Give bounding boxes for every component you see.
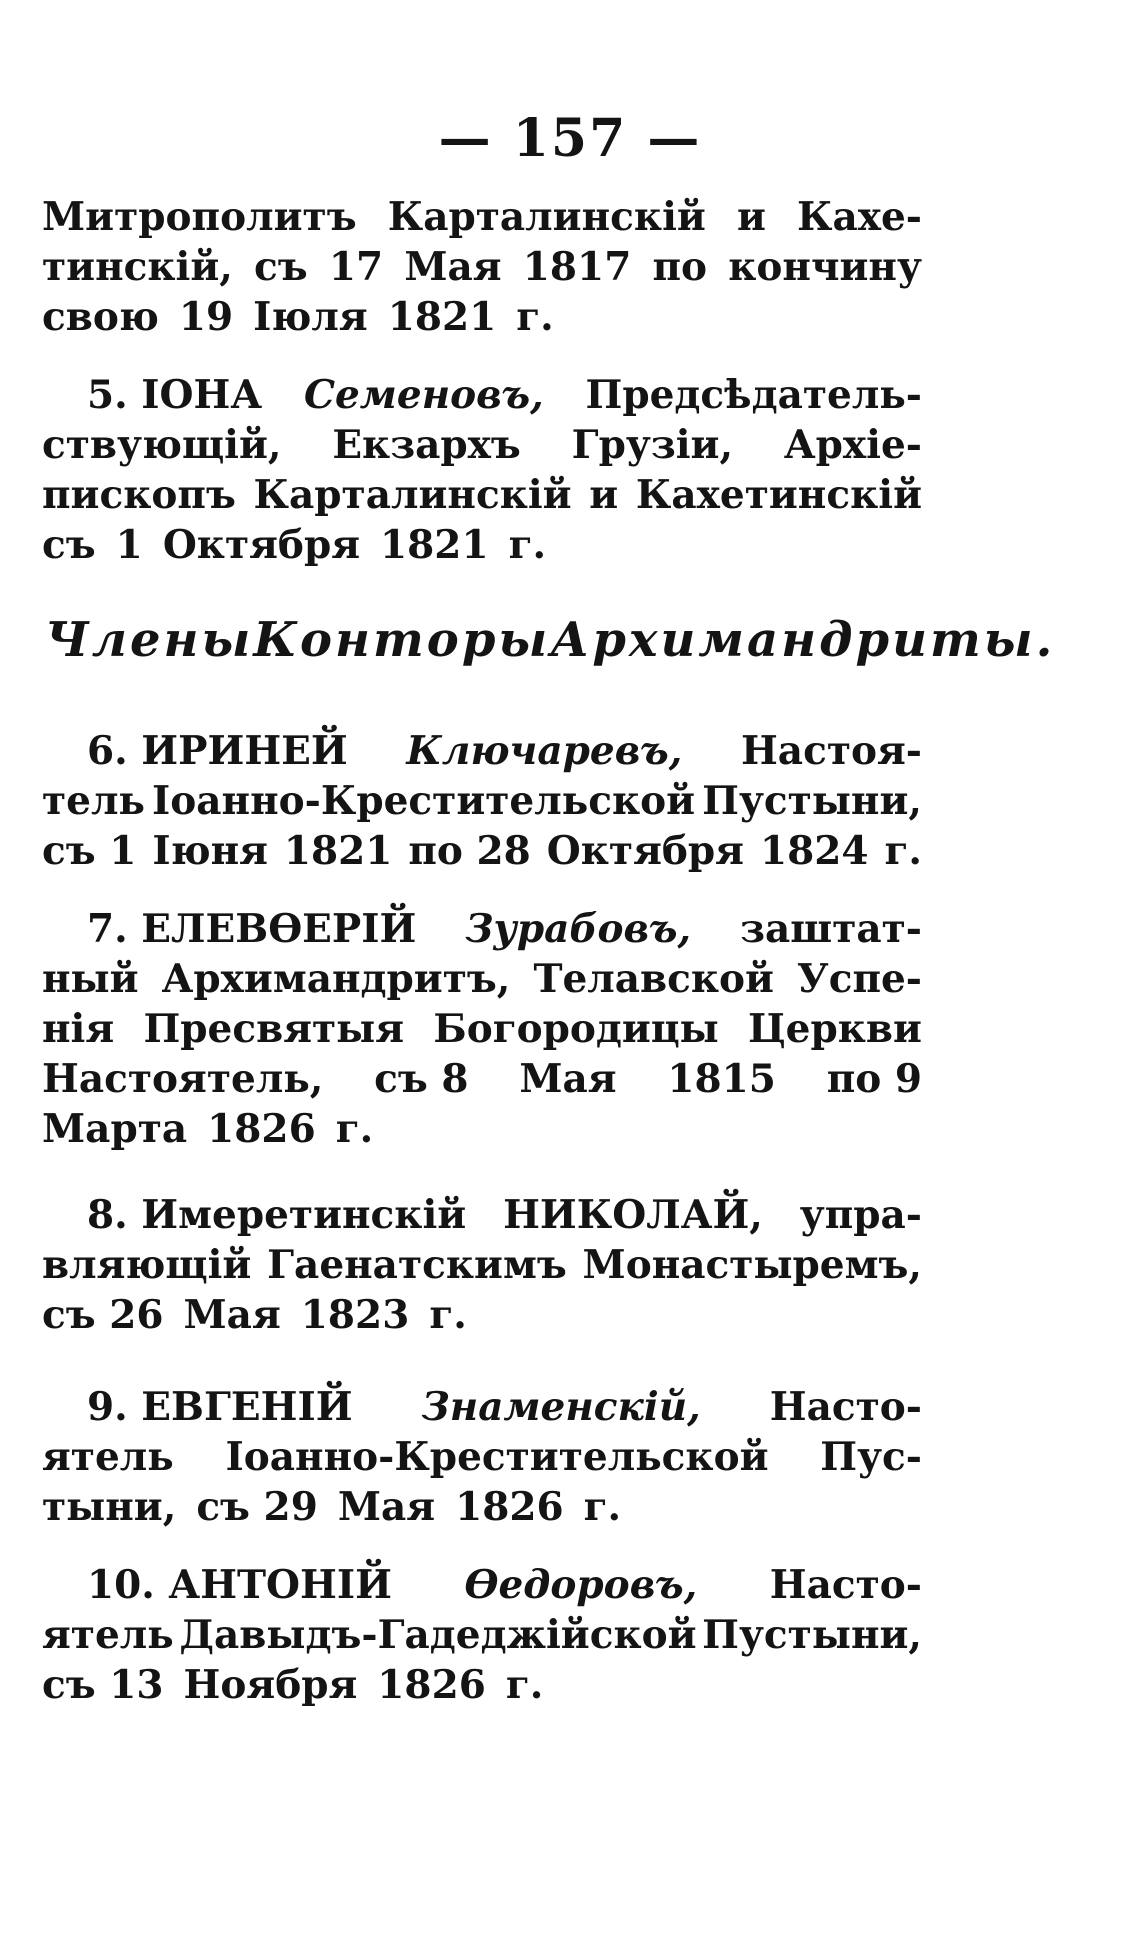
entry-5 [42,370,922,570]
text-line: нія Пресвятыя Богородицы Церкви [42,1006,922,1052]
text-line: Марта 1826 г. [42,1106,374,1152]
text-line: съ 1 Октября 1821 г. [42,522,547,568]
section-heading: Члены Конторы Архимандриты. [45,612,1056,668]
entry-9 [42,1382,922,1532]
text-line: 8. Имеретинскій НИКОЛАЙ, упра- [87,1192,922,1238]
text-line: вляющій Гаенатскимъ Монастыремъ, [42,1242,922,1288]
entry-7 [42,904,922,1154]
text-line: съ 1 Іюня 1821 по 28 Октября 1824 г. [42,828,922,874]
text-line: 10. АНТОНІЙ Ѳедоровъ, Насто- [87,1562,922,1608]
text-line: 7. ЕЛЕВѲЕРІЙ Зурабовъ, заштат- [87,906,922,952]
text-line: 6. ИРИНЕЙ Ключаревъ, Настоя- [87,728,922,774]
entry-10 [42,1560,922,1710]
entry-continuation [42,192,922,342]
text-line: ятель Іоанно-Крестительской Пус- [42,1434,922,1480]
text-line: свою 19 Іюля 1821 г. [42,294,554,340]
text-line: пископъ Карталинскій и Кахетинскій [42,472,922,518]
text-line: ный Архимандритъ, Телавской Успе- [42,956,922,1002]
text-line: Настоятель, съ 8 Мая 1815 по 9 [42,1056,922,1102]
text-line: тыни, съ 29 Мая 1826 г. [42,1484,622,1530]
text-line: тинскій, съ 17 Мая 1817 по кончину [42,244,922,290]
text-line: Митрополитъ Карталинскій и Кахе- [42,194,922,240]
entry-8 [42,1190,922,1340]
text-line: 9. ЕВГЕНІЙ Знаменскій, Насто- [87,1384,922,1430]
text-line: тель Іоанно-Крестительской Пустыни, [42,778,922,824]
text-line: 5. ІОНА Семеновъ, Предсѣдатель- [87,372,922,418]
page-number: — 157 — [438,108,702,169]
entry-6 [42,726,922,876]
text-line: съ 26 Мая 1823 г. [42,1292,467,1338]
text-line: ствующій, Екзархъ Грузіи, Архіе- [42,422,922,468]
text-line: ятель Давыдъ-Гадеджійской Пустыни, [42,1612,922,1658]
text-line: съ 13 Ноября 1826 г. [42,1662,544,1708]
